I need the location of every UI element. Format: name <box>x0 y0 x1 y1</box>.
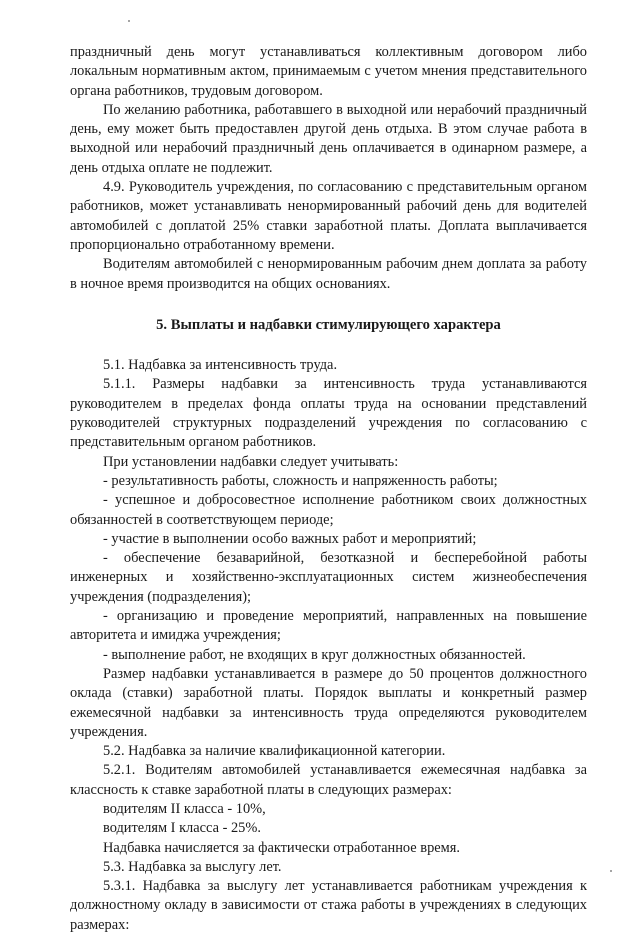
list-item: - организацию и проведение мероприятий, направленных на повышение авторитета и имиджа учреждения; <box>70 608 587 644</box>
scan-speck <box>610 870 612 872</box>
class-item: водителям I класса - 25%. <box>103 820 261 837</box>
list-item: - выполнение работ, не входящих в круг должностных обязанностей. <box>103 646 526 663</box>
clause-5-2-1: 5.2.1. Водителям автомобилей устанавливается ежемесячная надбавка за классность к ставке заработной платы в следующих размерах: <box>70 762 587 798</box>
clause-5-3-1: 5.3.1. Надбавка за выслугу лет устанавливается работникам учреждения к должностному окладу в зависимости от стажа работы в учреждениях в следующих размерах: <box>70 878 587 933</box>
section-heading: 5. Выплаты и надбавки стимулирующего характера <box>156 316 501 333</box>
paragraph-day-off: По желанию работника, работавшего в выходной или нерабочий праздничный день, ему может быть предоставлен другой день отдыха. В этом случае работа в выходной или нерабочий праздничный день оплачивается в одинарном размере, а день отдыха оплате не подлежит. <box>70 101 587 176</box>
clause-5-1-1: 5.1.1. Размеры надбавки за интенсивность труда устанавливаются руководителем в пределах фонда оплаты труда на основании представлений руководителей структурных подразделений учреждения по согласованию с представительным органом работников. <box>70 376 587 451</box>
clause-5-1: 5.1. Надбавка за интенсивность труда. <box>103 357 338 374</box>
clause-5-2: 5.2. Надбавка за наличие квалификационной категории. <box>103 743 446 760</box>
clause-5-3: 5.3. Надбавка за выслугу лет. <box>103 858 282 875</box>
consider-intro: При установлении надбавки следует учитывать: <box>103 453 399 470</box>
paragraph-night-work: Водителям автомобилей с ненормированным рабочим днем доплата за работу в ночное время производится на общих основаниях. <box>70 256 587 292</box>
list-item: - участие в выполнении особо важных работ и мероприятий; <box>103 530 477 547</box>
list-item: - успешное и добросовестное исполнение работником своих должностных обязанностей в соответствующем периоде; <box>70 492 587 528</box>
scan-speck <box>128 20 130 22</box>
class-item: водителям II класса - 10%, <box>103 800 266 817</box>
paragraph-holiday-continuation: праздничный день могут устанавливаться коллективным договором либо локальным нормативным актом, принимаемым с учетом мнения представительного органа работников, трудовым договором. <box>70 44 587 99</box>
size-rule: Размер надбавки устанавливается в размере до 50 процентов должностного оклада (ставки) заработной платы. Порядок выплаты и конкретный размер ежемесячной надбавки за интенсивность труда определяются руководителем учреждения. <box>70 665 587 740</box>
list-item: - результативность работы, сложность и напряженность работы; <box>103 472 498 489</box>
accrual-note: Надбавка начисляется за фактически отработанное время. <box>103 839 460 856</box>
paragraph-4-9: 4.9. Руководитель учреждения, по согласованию с представительным органом работников, может устанавливать ненормированный рабочий день для водителей автомобилей с доплатой 25% ставки заработной платы. Доплата выплачивается пропорционально отработанному времени. <box>70 179 587 253</box>
list-item: - обеспечение безаварийной, безотказной и бесперебойной работы инженерных и хозяйственно-эксплуатационных систем жизнеобеспечения учреждения (подразделения); <box>70 550 587 605</box>
